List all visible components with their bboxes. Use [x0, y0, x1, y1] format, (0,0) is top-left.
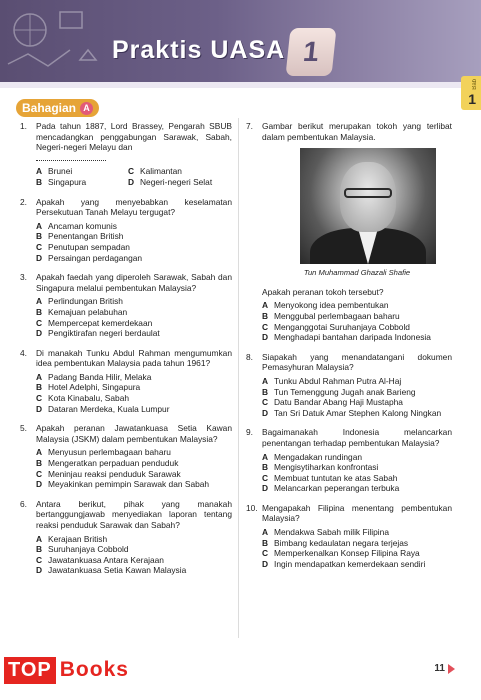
option-text: Persaingan perdagangan: [48, 252, 143, 263]
option-text: Mengadakan rundingan: [274, 451, 363, 462]
option-letter: C: [36, 468, 43, 479]
option-letter: C: [36, 241, 43, 252]
option-letter: B: [36, 544, 43, 555]
options-list: [262, 527, 452, 569]
option-letter: A: [36, 371, 43, 382]
option-item[interactable]: [36, 404, 232, 415]
question-text: [36, 121, 232, 163]
question-text: [36, 197, 232, 218]
question-text-content: Apakah peranan Jawatankuasa Setia Kawan Malaysia (JSKM) dalam pembentukan Malaysia?: [36, 423, 232, 444]
left-column: [20, 121, 232, 585]
option-letter: A: [262, 300, 269, 311]
option-text: Memperkenalkan Konsep Filipina Raya: [274, 548, 420, 559]
option-text: Suruhanjaya Cobbold: [48, 544, 129, 555]
option-text: Ancaman komunis: [48, 220, 117, 231]
option-text: Mengisytiharkan konfrontasi: [274, 462, 379, 473]
option-letter: A: [262, 375, 269, 386]
question-number: 4.: [20, 347, 27, 358]
option-item[interactable]: [262, 311, 452, 322]
option-item[interactable]: [36, 307, 232, 318]
option-text: Perlindungan British: [48, 296, 123, 307]
option-item[interactable]: [36, 221, 232, 232]
option-text: Menganggotai Suruhanjaya Cobbold: [274, 321, 410, 332]
option-text: Meyakinkan pemimpin Sarawak dan Sabah: [48, 479, 210, 490]
question-text: [36, 348, 232, 369]
option-text: Tun Temenggung Jugah anak Barieng: [274, 386, 416, 397]
option-item[interactable]: [36, 565, 232, 576]
option-letter: B: [36, 231, 43, 242]
option-letter: D: [36, 403, 43, 414]
question-item: [246, 352, 452, 419]
options-list: [262, 376, 452, 418]
question-text: [262, 352, 452, 373]
page-title: Praktis UASA: [112, 36, 286, 64]
question-item: [246, 121, 452, 343]
option-item[interactable]: [262, 462, 452, 473]
question-item: [20, 121, 232, 188]
option-text: Hotel Adelphi, Singapura: [48, 382, 141, 393]
option-text: Jawatankuasa Antara Kerajaan: [48, 554, 164, 565]
question-item: [246, 503, 452, 570]
option-item[interactable]: [262, 452, 452, 463]
option-text: Singapura: [48, 176, 87, 187]
option-text: Kota Kinabalu, Sabah: [48, 393, 130, 404]
option-letter: C: [36, 393, 43, 404]
question-item: [246, 427, 452, 494]
option-letter: C: [262, 321, 269, 332]
option-item[interactable]: [262, 527, 452, 538]
option-letter: D: [36, 565, 43, 576]
option-letter: D: [262, 558, 269, 569]
question-text: [262, 427, 452, 448]
question-text: [36, 499, 232, 531]
option-letter: C: [262, 472, 269, 483]
option-item[interactable]: [262, 300, 452, 311]
option-text: Jawatankuasa Setia Kawan Malaysia: [48, 565, 187, 576]
option-text: Meninjau reaksi penduduk Sarawak: [48, 468, 181, 479]
option-text: Ingin mendapatkan kemerdekaan sendiri: [274, 558, 426, 569]
option-letter: A: [36, 447, 43, 458]
option-letter: D: [36, 252, 43, 263]
option-item[interactable]: [36, 479, 232, 490]
logo-top: TOP: [4, 657, 56, 684]
option-letter: B: [262, 310, 269, 321]
option-text: Kerajaan British: [48, 533, 108, 544]
option-letter: C: [36, 554, 43, 565]
options-list: [36, 221, 232, 263]
option-text: Dataran Merdeka, Kuala Lumpur: [48, 403, 170, 414]
option-item[interactable]: [262, 322, 452, 333]
option-letter: C: [262, 397, 269, 408]
options-list: [36, 296, 232, 338]
question-text: [36, 272, 232, 293]
brand-logo: [4, 654, 129, 686]
options-list: [262, 300, 452, 342]
options-list: [36, 166, 232, 187]
logo-books: Books: [59, 658, 129, 681]
question-text-content: Apakah yang menyebabkan keselamatan Persekutuan Tanah Melayu tergugat?: [36, 196, 232, 218]
options-list: [36, 372, 232, 414]
option-letter: B: [36, 306, 43, 317]
option-item[interactable]: [36, 253, 232, 264]
option-letter: B: [36, 382, 43, 393]
option-item[interactable]: [262, 376, 452, 387]
option-text: Pengiktirafan negeri berdaulat: [48, 328, 160, 339]
chapter-tab-label: Bab: [472, 79, 478, 90]
question-item: [20, 499, 232, 576]
header-strip: [0, 82, 481, 88]
question-number: 3.: [20, 272, 27, 283]
option-text: Mengeratkan perpaduan penduduk: [48, 458, 179, 469]
option-item[interactable]: [36, 372, 232, 383]
option-item[interactable]: [262, 538, 452, 549]
question-number: 7.: [246, 121, 253, 131]
header-banner: [0, 0, 481, 82]
option-item[interactable]: [36, 555, 232, 566]
column-divider: [238, 118, 239, 638]
option-letter: D: [36, 479, 43, 490]
option-letter: A: [262, 527, 269, 538]
option-letter: A: [36, 220, 43, 231]
question-text-content: Di manakah Tunku Abdul Rahman mengumumkan idea pembentukan Malaysia pada tahun 1961?: [36, 347, 232, 369]
option-text: Negeri-negeri Selat: [140, 176, 213, 187]
right-column: [246, 121, 452, 578]
question-text-content: Siapakah yang menandatangani dokumen Pemasyhuran Malaysia?: [262, 351, 452, 373]
question-number: 2.: [20, 196, 27, 207]
option-item[interactable]: [36, 393, 232, 404]
question-item: [20, 197, 232, 264]
option-text: Menggubal perlembagaan baharu: [274, 310, 400, 321]
page-number: [434, 663, 455, 674]
option-letter: D: [262, 407, 269, 418]
options-list: [36, 534, 232, 576]
section-letter: A: [80, 102, 93, 115]
question-number: 10.: [246, 502, 258, 513]
option-item[interactable]: [262, 548, 452, 559]
photo-caption: Tun Muhammad Ghazali Shafie: [303, 268, 411, 278]
option-text: Mempercepat kemerdekaan: [48, 317, 153, 328]
option-letter: A: [262, 451, 269, 462]
option-text: Kalimantan: [140, 166, 182, 177]
question-number: 9.: [246, 427, 253, 438]
question-number: 1.: [20, 121, 27, 131]
portrait-photo: [300, 148, 436, 264]
option-item[interactable]: [262, 559, 452, 570]
option-text: Membuat tuntutan ke atas Sabah: [274, 472, 398, 483]
question-text: Gambar berikut merupakan tokoh yang terlibat dalam pembentukan Malaysia.: [262, 121, 452, 142]
option-text: Bimbang kedaulatan negara terjejas: [274, 537, 409, 548]
option-item[interactable]: [128, 177, 238, 188]
question-number: 8.: [246, 351, 253, 362]
option-item[interactable]: [36, 544, 232, 555]
section-badge: [16, 99, 99, 117]
option-item[interactable]: [36, 534, 232, 545]
doodle-decoration-icon: [0, 0, 110, 82]
option-letter: D: [262, 483, 269, 494]
option-text: Padang Banda Hilir, Melaka: [48, 371, 152, 382]
option-letter: B: [262, 537, 269, 548]
option-letter: B: [262, 462, 269, 473]
option-text: Tunku Abdul Rahman Putra Al-Haj: [274, 375, 402, 386]
question-text-content: Pada tahun 1887, Lord Brassey, Pengarah SBUB mencadangkan penggabungan Sarawak, Sabah, Negeri-negeri Melayu dan: [36, 121, 232, 153]
option-item[interactable]: [36, 447, 232, 458]
option-text: Mendakwa Sabah milik Filipina: [274, 527, 389, 538]
option-item[interactable]: [36, 382, 232, 393]
option-letter: B: [262, 386, 269, 397]
option-item[interactable]: [36, 328, 232, 339]
page-number-text: 11: [434, 663, 445, 674]
option-letter: D: [262, 332, 269, 343]
option-letter: C: [128, 166, 135, 177]
question-item: [20, 348, 232, 415]
option-item[interactable]: [36, 469, 232, 480]
option-item[interactable]: [262, 387, 452, 398]
chapter-tab-number: 1: [468, 91, 476, 107]
option-letter: C: [262, 548, 269, 559]
answer-blank: [36, 153, 106, 161]
option-letter: A: [36, 166, 43, 177]
question-text-content: Bagaimanakah Indonesia melancarkan penentangan terhadap pembentukan Malaysia?: [262, 427, 452, 448]
portrait-glasses: [344, 188, 392, 198]
option-text: Menyokong idea pembentukan: [274, 300, 389, 311]
option-letter: D: [128, 176, 135, 187]
option-text: Menyusun perlembagaan baharu: [48, 447, 171, 458]
question-number: 5.: [20, 423, 27, 434]
options-list: [262, 452, 452, 494]
option-item[interactable]: [36, 177, 128, 188]
section-label: Bahagian: [22, 101, 77, 115]
question-item: [20, 423, 232, 490]
option-text: Penentangan British: [48, 231, 124, 242]
options-list: [36, 447, 232, 489]
option-text: Kemajuan pelabuhan: [48, 306, 128, 317]
question-prompt: Apakah peranan tokoh tersebut?: [262, 286, 384, 297]
question-text: [36, 423, 232, 444]
option-letter: A: [36, 296, 43, 307]
option-text: Datu Bandar Abang Haji Mustapha: [274, 397, 403, 408]
arrow-right-icon: [448, 664, 455, 674]
option-item[interactable]: [262, 332, 452, 343]
practice-number-badge: 1: [285, 28, 336, 76]
option-text: Menghadapi bantahan daripada Indonesia: [274, 332, 431, 343]
option-item[interactable]: [36, 166, 128, 177]
option-letter: C: [36, 317, 43, 328]
option-text: Penutupan sempadan: [48, 241, 130, 252]
option-item[interactable]: [262, 483, 452, 494]
option-item[interactable]: [36, 318, 232, 329]
option-item[interactable]: [262, 473, 452, 484]
option-text: Brunei: [48, 166, 73, 177]
option-item[interactable]: [36, 296, 232, 307]
question-number: 6.: [20, 498, 27, 509]
option-item[interactable]: [128, 166, 238, 177]
question-text-content: Mengapakah Filipina menentang pembentukan Malaysia?: [262, 502, 452, 524]
question-text: [262, 503, 452, 524]
question-item: [20, 272, 232, 339]
option-item[interactable]: [36, 458, 232, 469]
option-letter: B: [36, 176, 43, 187]
question-text-content: Antara berikut, pihak yang manakah bertanggungjawab menyediakan laporan tentang reaksi penduduk Sarawak dan Sabah?: [36, 498, 232, 530]
option-letter: D: [36, 328, 43, 339]
option-item[interactable]: [262, 397, 452, 408]
option-letter: A: [36, 533, 43, 544]
question-text-content: Apakah faedah yang diperoleh Sarawak, Sabah dan Singapura melalui pembentukan Malaysia?: [36, 272, 232, 293]
option-item[interactable]: [36, 231, 232, 242]
right-questions: [246, 352, 452, 570]
option-text: Tan Sri Datuk Amar Stephen Kalong Ningkan: [274, 407, 442, 418]
option-text: Melancarkan peperangan terbuka: [274, 483, 400, 494]
option-item[interactable]: [262, 408, 452, 419]
option-item[interactable]: [36, 242, 232, 253]
option-letter: B: [36, 458, 43, 469]
